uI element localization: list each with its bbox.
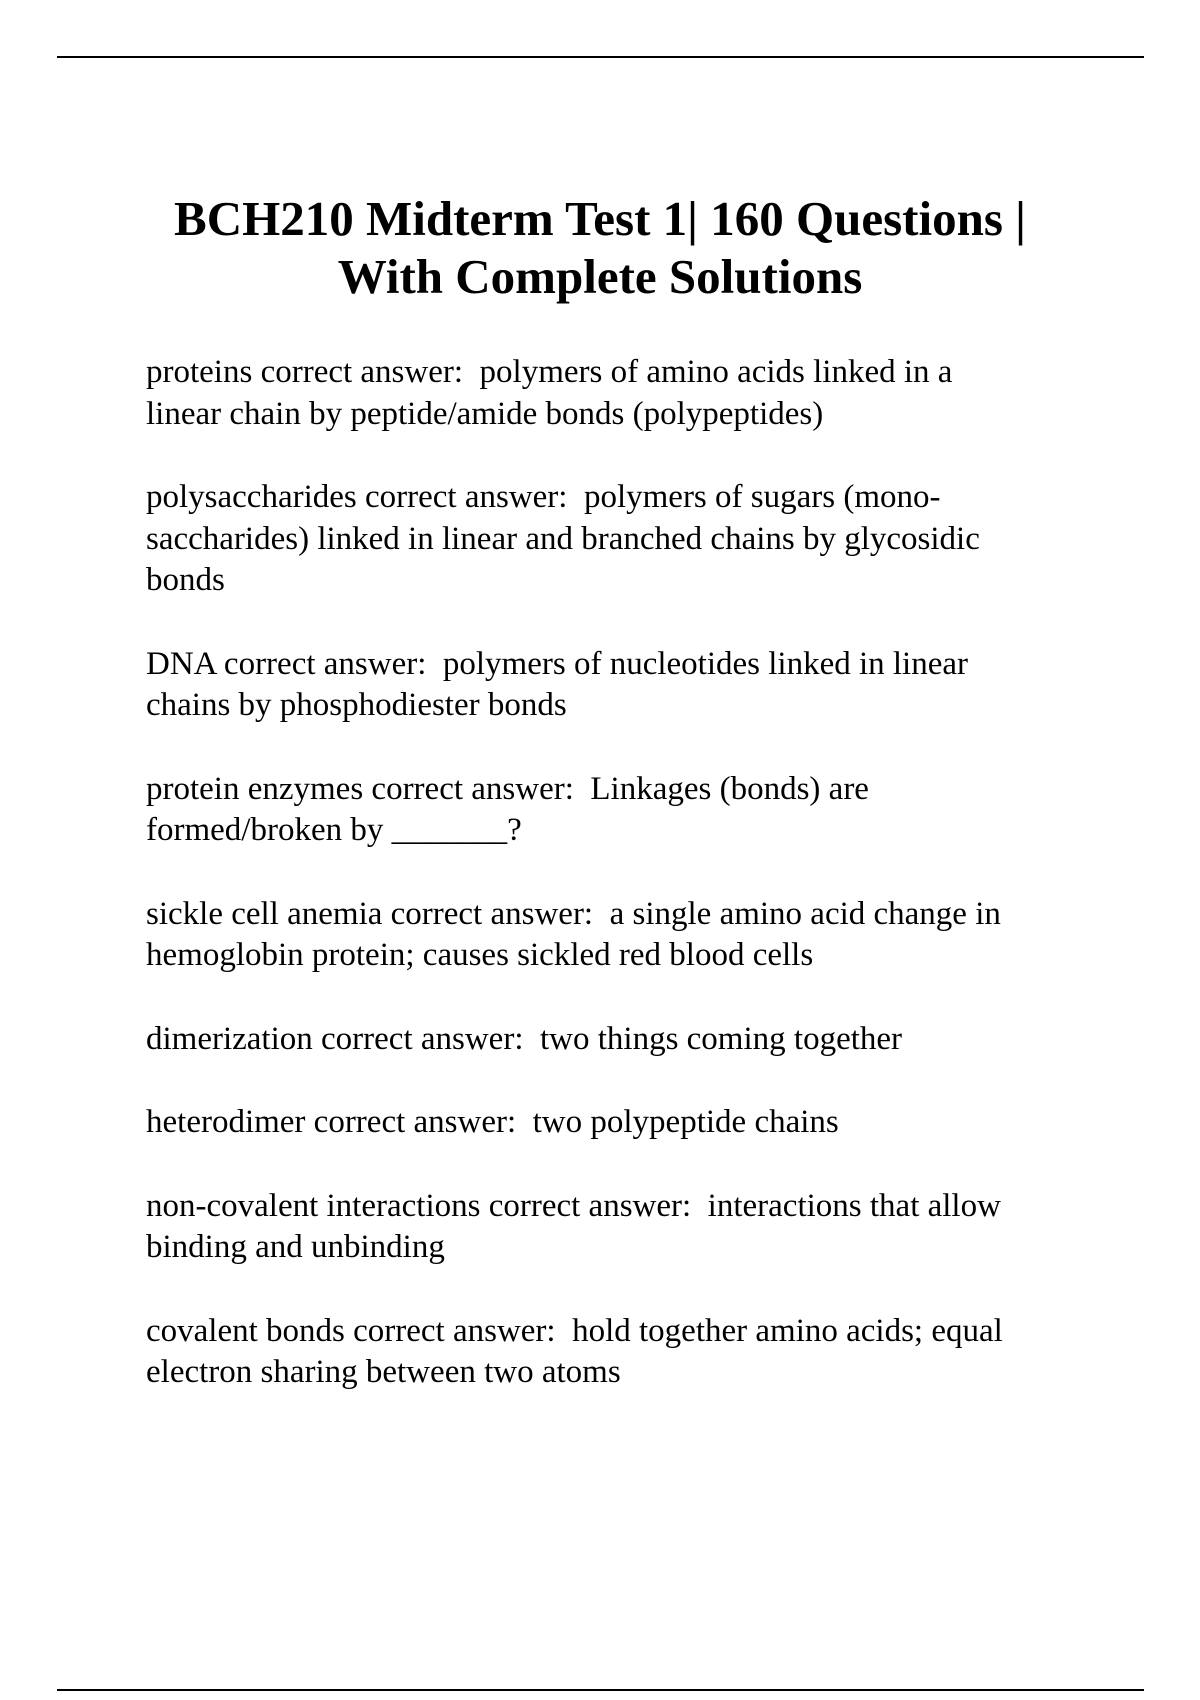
qa-item: proteins correct answer: polymers of amino acids linked in a linear chain by peptide/amide bonds (polypeptides) (146, 354, 953, 432)
qa-item: protein enzymes correct answer: Linkages (bonds) are formed/broken by _______? (146, 770, 869, 848)
qa-item: dimerization correct answer: two things coming together (146, 1020, 903, 1057)
top-rule (57, 56, 1144, 58)
page-title (100, 190, 1100, 306)
qa-item: polysaccharides correct answer: polymers of sugars (mono- saccharides) linked in linear and branched chains by glycosidic bonds (146, 479, 980, 598)
qa-item: covalent bonds correct answer: hold together amino acids; equal electron sharing between two atoms (146, 1312, 1003, 1390)
qa-item: non-covalent interactions correct answer: interactions that allow binding and unbinding (146, 1187, 1001, 1265)
qa-list (146, 352, 1106, 1436)
bottom-rule (57, 1689, 1144, 1691)
qa-item: sickle cell anemia correct answer: a single amino acid change in hemoglobin protein; causes sickled red blood cells (146, 895, 1001, 973)
qa-item: DNA correct answer: polymers of nucleotides linked in linear chains by phosphodiester bonds (146, 645, 969, 723)
title-line-1: BCH210 Midterm Test 1| 160 Questions | (174, 191, 1026, 246)
title-line-2: With Complete Solutions (337, 249, 863, 304)
qa-item: heterodimer correct answer: two polypeptide chains (146, 1104, 839, 1140)
